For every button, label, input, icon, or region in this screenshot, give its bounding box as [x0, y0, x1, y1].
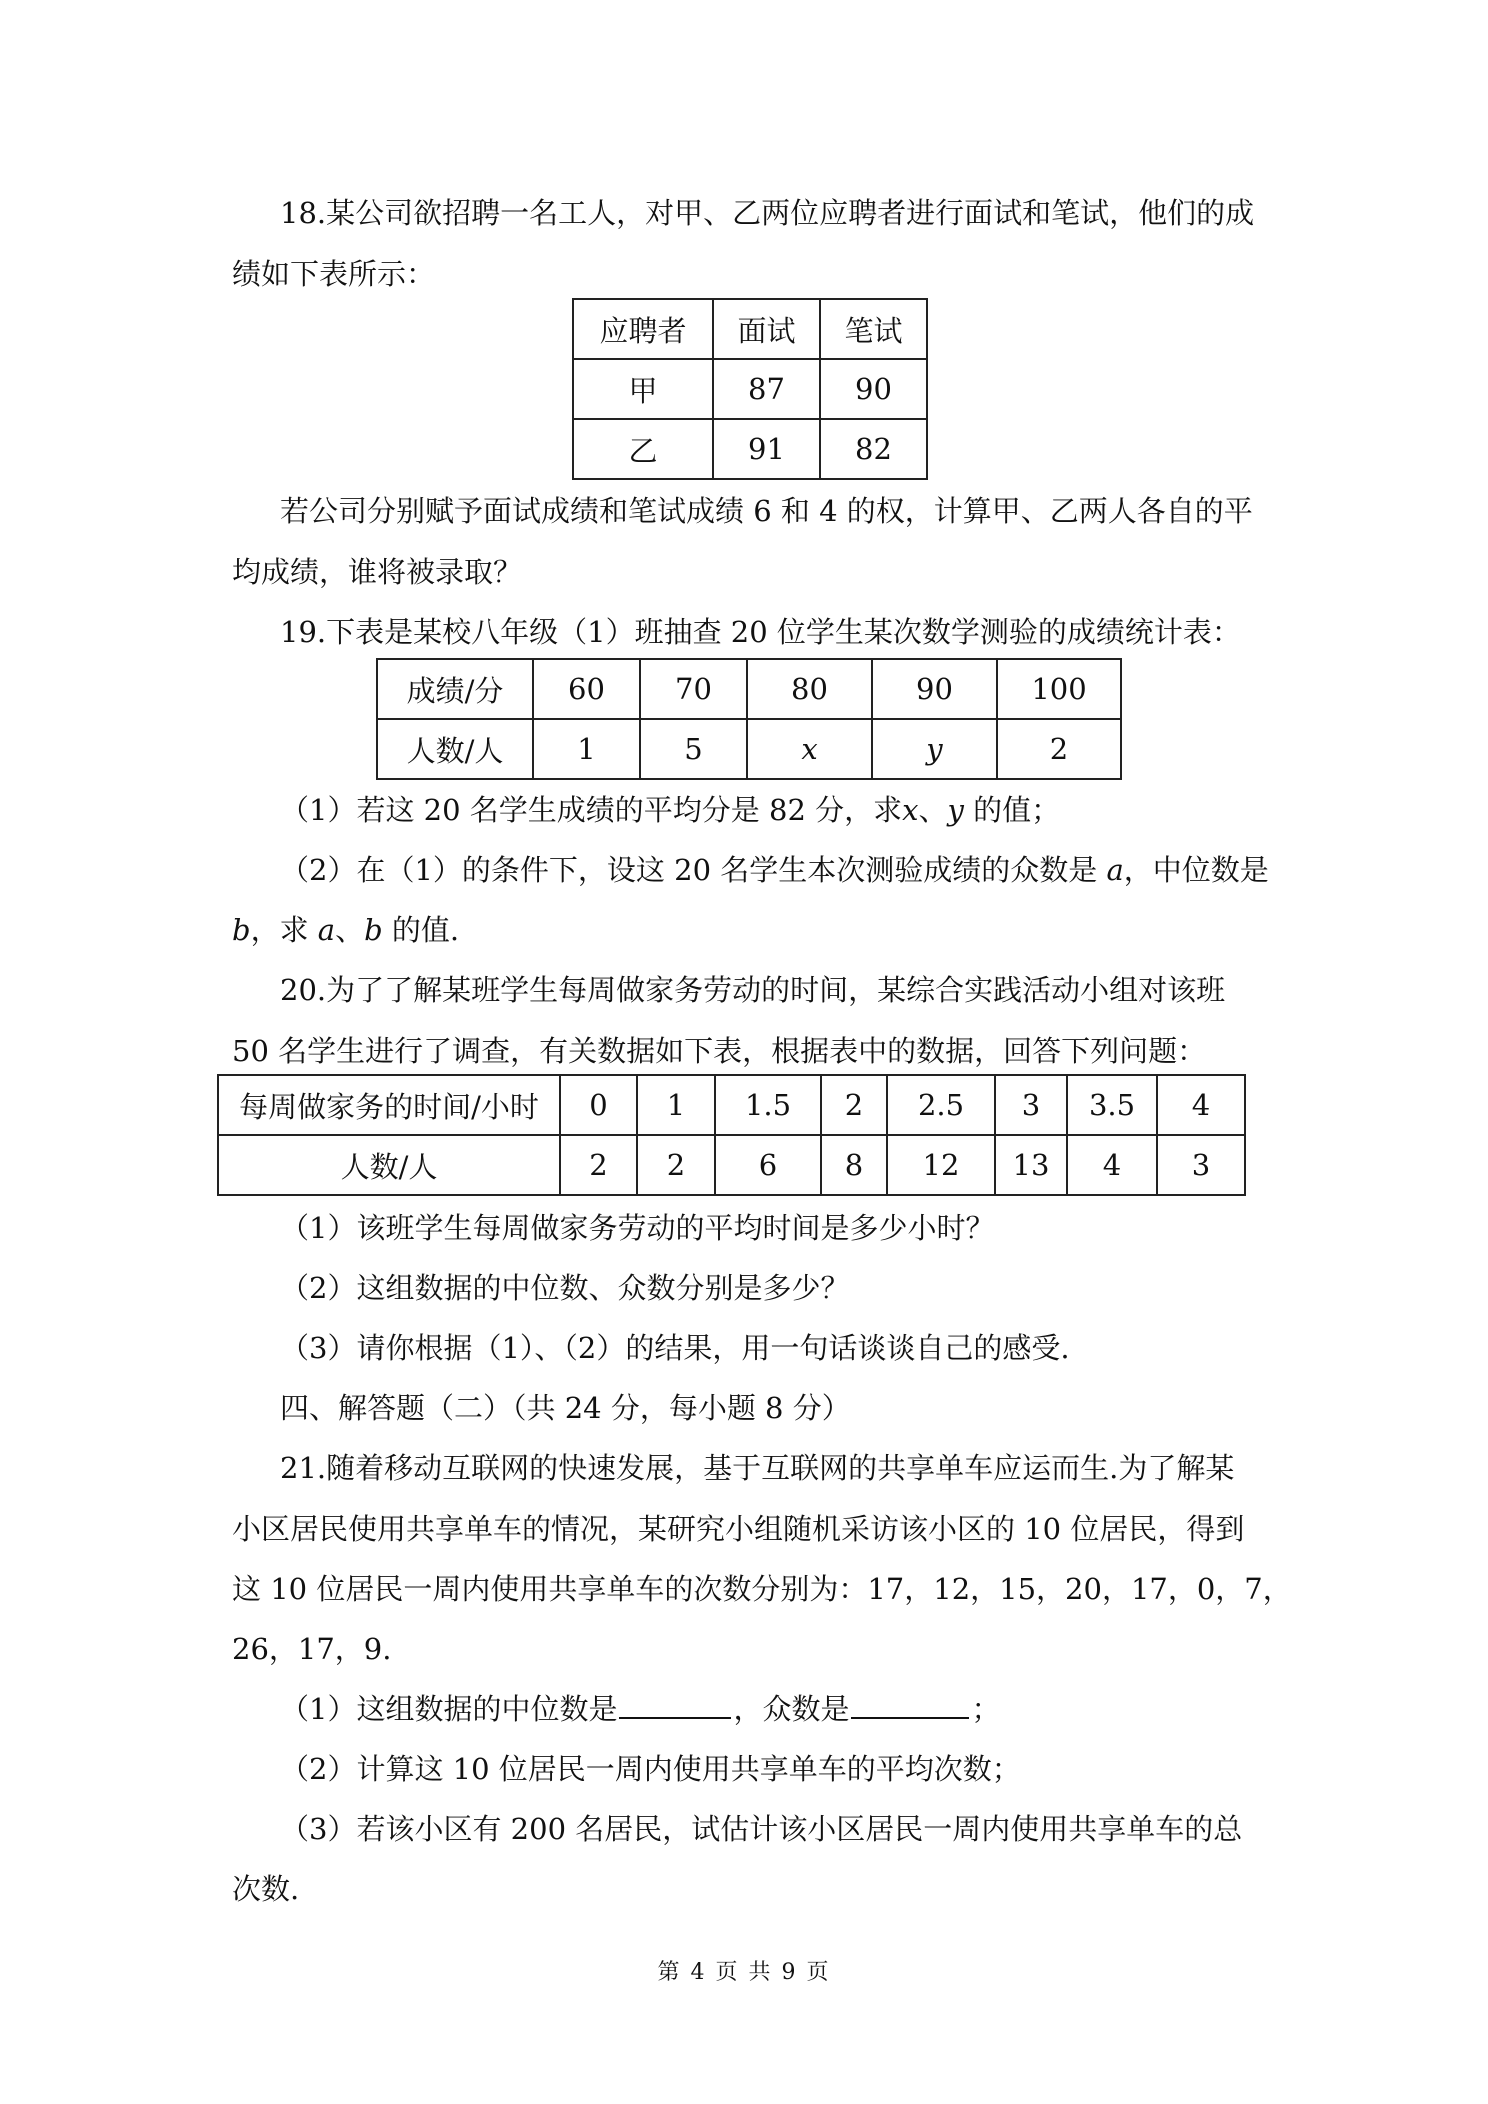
q21-part-2: （2）计算这 10 位居民一周内使用共享单车的平均次数；	[280, 1752, 1021, 1786]
table-cell: 2	[997, 719, 1121, 779]
median-answer-blank[interactable]	[619, 1689, 731, 1719]
table-cell: 82	[820, 419, 927, 479]
q21-part-1-tail: ；	[971, 1692, 1001, 1726]
q21-line-4: 26，17，9.	[232, 1632, 392, 1666]
q19-part-1	[280, 790, 1320, 830]
mode-answer-blank[interactable]	[851, 1689, 969, 1719]
table-cell: 每周做家务的时间/小时	[218, 1075, 560, 1135]
table-cell: 3	[1157, 1135, 1245, 1195]
var-a: a	[308, 913, 336, 947]
table-cell: 100	[997, 659, 1121, 719]
q18-line-4: 均成绩，谁将被录取？	[232, 555, 523, 589]
q19-line-1: 19.下表是某校八年级（1）班抽查 20 位学生某次数学测验的成绩统计表：	[280, 615, 1241, 649]
q20-part-2: （2）这组数据的中位数、众数分别是多少？	[280, 1271, 850, 1305]
q21-part-1-mid: ，众数是	[733, 1692, 850, 1726]
table-cell: 1.5	[715, 1075, 821, 1135]
table-cell: 0	[560, 1075, 637, 1135]
separator: 、	[335, 913, 365, 947]
page-number-footer: 第 4 页 共 9 页	[657, 1960, 831, 1985]
q19-part-1-tail: 的值；	[963, 793, 1061, 827]
table-header-cell: 应聘者	[573, 299, 713, 359]
q20-part-3: （3）请你根据（1）、（2）的结果，用一句话谈谈自己的感受.	[280, 1331, 1070, 1365]
table-cell: 70	[640, 659, 747, 719]
table-cell: 乙	[573, 419, 713, 479]
table-cell: 3	[995, 1075, 1067, 1135]
q21-part-1	[280, 1689, 1320, 1729]
q20-line-1: 20.为了了解某班学生每周做家务劳动的时间，某综合实践活动小组对该班	[280, 973, 1226, 1007]
var-x: x	[902, 793, 919, 827]
table-cell: 8	[821, 1135, 887, 1195]
table-cell: 人数/人	[377, 719, 533, 779]
q19-part-2-tail: ，中位数是	[1123, 853, 1269, 887]
table-cell: 6	[715, 1135, 821, 1195]
table-cell: 5	[640, 719, 747, 779]
table-row	[573, 359, 927, 419]
q20-time-table	[217, 1074, 1246, 1196]
table-cell: 人数/人	[218, 1135, 560, 1195]
table-cell: 12	[887, 1135, 995, 1195]
q19-part-1-text: （1）若这 20 名学生成绩的平均分是 82 分，求	[280, 793, 903, 827]
table-cell: 80	[747, 659, 872, 719]
table-cell: 4	[1067, 1135, 1157, 1195]
table-cell: 1	[533, 719, 640, 779]
table-header-cell: 笔试	[820, 299, 927, 359]
q18-line-2: 绩如下表所示：	[232, 257, 436, 291]
table-cell: y	[872, 719, 997, 779]
table-cell: 2	[637, 1135, 715, 1195]
table-row	[218, 1135, 1245, 1195]
table-cell: 3.5	[1067, 1075, 1157, 1135]
table-row	[218, 1075, 1245, 1135]
table-row	[573, 299, 927, 359]
table-cell: 87	[713, 359, 820, 419]
q21-line-3: 这 10 位居民一周内使用共享单车的次数分别为：17，12，15，20，17，0，7，	[232, 1572, 1292, 1606]
section-heading: 四、解答题（二）（共 24 分，每小题 8 分）	[280, 1391, 851, 1425]
table-cell: 2.5	[887, 1075, 995, 1135]
table-cell: 4	[1157, 1075, 1245, 1135]
q21-line-1: 21.随着移动互联网的快速发展，基于互联网的共享单车应运而生.为了解某	[280, 1451, 1235, 1485]
q21-line-2: 小区居民使用共享单车的情况，某研究小组随机采访该小区的 10 位居民，得到	[232, 1512, 1245, 1546]
var-y: y	[947, 793, 964, 827]
q18-line-1: 18.某公司欲招聘一名工人，对甲、乙两位应聘者进行面试和笔试，他们的成	[280, 196, 1255, 230]
table-cell: x	[747, 719, 872, 779]
table-cell: 2	[821, 1075, 887, 1135]
table-header-cell: 面试	[713, 299, 820, 359]
separator: 、	[918, 793, 948, 827]
var-a: a	[1097, 853, 1124, 887]
table-row	[377, 719, 1121, 779]
table-cell: 13	[995, 1135, 1067, 1195]
q18-line-3: 若公司分别赋予面试成绩和笔试成绩 6 和 4 的权，计算甲、乙两人各自的平	[280, 494, 1253, 528]
table-cell: 1	[637, 1075, 715, 1135]
table-cell: 90	[872, 659, 997, 719]
table-cell: 91	[713, 419, 820, 479]
var-b: b	[364, 913, 383, 947]
table-cell: 成绩/分	[377, 659, 533, 719]
q19-part-2-text: （2）在（1）的条件下，设这 20 名学生本次测验成绩的众数是	[280, 853, 1098, 887]
q19-part-2-cont	[232, 910, 1272, 950]
q18-score-table	[572, 298, 928, 480]
table-cell: 甲	[573, 359, 713, 419]
q19-part-2	[280, 850, 1320, 890]
q20-part-1: （1）该班学生每周做家务劳动的平均时间是多少小时？	[280, 1211, 995, 1245]
table-row	[573, 419, 927, 479]
q21-part-3-cont: 次数.	[232, 1872, 300, 1906]
table-cell: 60	[533, 659, 640, 719]
q19-part-2-cont-tail: 的值.	[382, 913, 460, 947]
table-row	[377, 659, 1121, 719]
table-cell: 90	[820, 359, 927, 419]
q21-part-3: （3）若该小区有 200 名居民，试估计该小区居民一周内使用共享单车的总	[280, 1812, 1243, 1846]
q19-score-table	[376, 658, 1122, 780]
q19-part-2-cont-text: ，求	[250, 913, 309, 947]
var-b: b	[232, 913, 251, 947]
table-cell: 2	[560, 1135, 637, 1195]
q20-line-2: 50 名学生进行了调查，有关数据如下表，根据表中的数据，回答下列问题：	[232, 1034, 1207, 1068]
q21-part-1-text: （1）这组数据的中位数是	[280, 1692, 618, 1726]
